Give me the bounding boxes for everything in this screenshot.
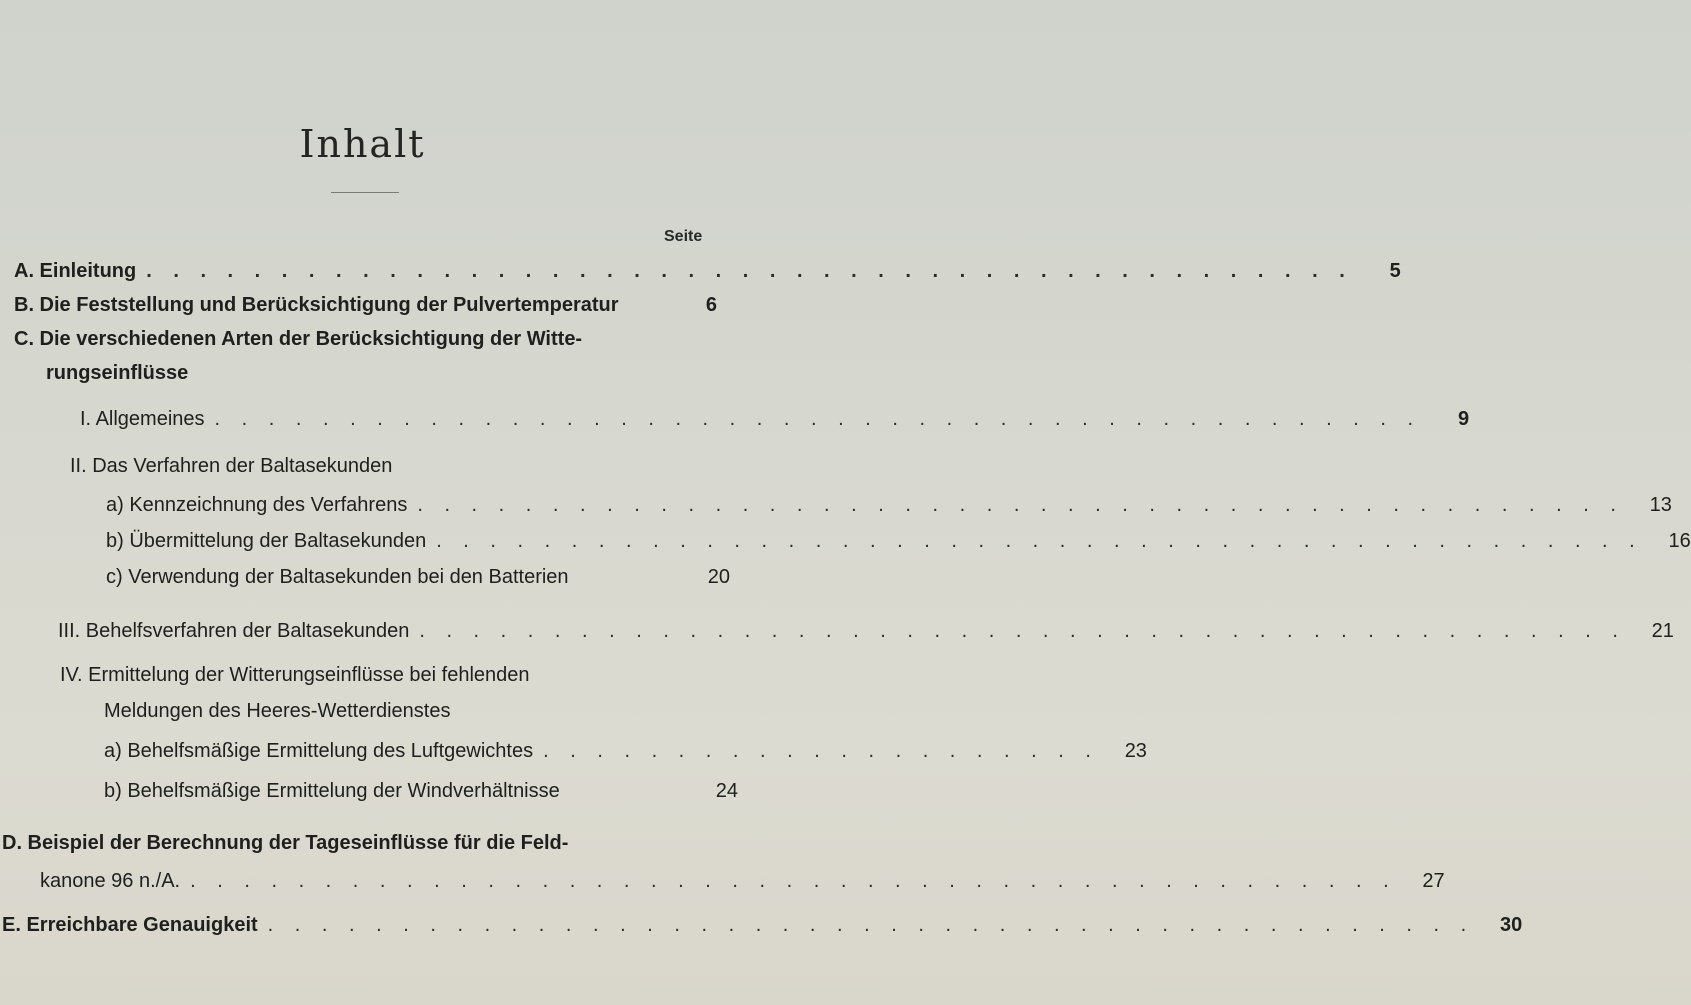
toc-entry-label: E. Erreichbare Genauigkeit — [2, 914, 258, 936]
toc-entry-page: 16 — [1668, 530, 1691, 552]
toc-entry-c-line2[interactable]: rungseinflüsse — [46, 362, 189, 384]
toc-entry-label: b) Behelfsmäßige Ermittelung der Windverhältnisse — [104, 780, 560, 802]
dot-leader: . . . . . . . . . . . . . . . . . . . . . . . . . . . . . . . . . . . . . . . . . . . . . — [267, 914, 1475, 936]
toc-entry-page: 6 — [705, 294, 717, 316]
toc-entry-page: 23 — [1124, 740, 1147, 762]
toc-entry-c-ii-a[interactable] — [106, 494, 1672, 517]
dot-leader: . . . . . . . . . . . . . . . . . . . . . . . . . . . . . . . . . . . . . . . . . . . . . — [146, 260, 1353, 282]
toc-entry-e[interactable] — [2, 914, 1523, 937]
toc-entry-d-line2[interactable] — [40, 870, 1445, 893]
toc-entry-page: 27 — [1422, 870, 1445, 892]
toc-entry-c-ii-b[interactable] — [106, 530, 1691, 553]
toc-entry-page: 20 — [707, 566, 730, 588]
toc-entry-c-iv-line2[interactable]: Meldungen des Heeres-Wetterdienstes — [104, 700, 451, 722]
page-title: Inhalt — [299, 122, 426, 166]
toc-entry-label: b) Übermittelung der Baltasekunden — [106, 530, 427, 552]
toc-entry-d-line1[interactable]: D. Beispiel der Berechnung der Tageseinflüsse für die Feld- — [2, 832, 569, 854]
dot-leader: . . . . . . . . . . . . . . . . . . . . . . . . . . . . . . . . . . . . . . . . . . . . . — [417, 494, 1624, 516]
dot-leader: . . . . . . . . . . . . . . . . . . . . . . . . . . . . . . . . . . . . . . . . . . . . . — [419, 620, 1626, 642]
toc-entry-c-line1[interactable]: C. Die verschiedenen Arten der Berücksichtigung der Witte- — [14, 328, 583, 350]
toc-entry-page: 13 — [1649, 494, 1672, 516]
toc-entry-c-iv-a[interactable] — [104, 740, 1147, 763]
toc-entry-label: III. Behelfsverfahren der Baltasekunden — [58, 620, 410, 642]
dot-leader: . . . . . . . . . . . . . . . . . . . . . . . . . . . . . . . . . . . . . . . . . . . . . — [214, 408, 1422, 430]
toc-entry-label: kanone 96 n./A. — [40, 870, 181, 892]
toc-entry-label: a) Kennzeichnung des Verfahrens — [106, 494, 408, 516]
toc-entry-b[interactable] — [14, 294, 717, 317]
dot-leader: . . . . . . . . . . . . . . . . . . . . . . . . . . . . . . . . . . . . . . . . . . . . . — [436, 530, 1643, 552]
toc-entry-c-ii[interactable]: II. Das Verfahren der Baltasekunden — [70, 455, 393, 477]
toc-entry-c-iv-line1[interactable]: IV. Ermittelung der Witterungseinflüsse bei fehlenden — [60, 664, 530, 686]
toc-entry-label: A. Einleitung — [14, 260, 137, 282]
toc-entry-label: c) Verwendung der Baltasekunden bei den Batterien — [106, 566, 569, 588]
dot-leader: . . . . . . . . . . . . . . . . . . . . . . . . . . . . . . . . . . . . . . . . . . . . . — [190, 870, 1397, 892]
toc-entry-label: a) Behelfsmäßige Ermittelung des Luftgewichtes — [104, 740, 534, 762]
toc-entry-page: 30 — [1499, 914, 1523, 936]
toc-entry-c-iv-b[interactable] — [104, 780, 738, 803]
toc-entry-page: 24 — [715, 780, 738, 802]
toc-entry-c-iii[interactable] — [58, 620, 1674, 643]
dot-leader: . . . . . . . . . . . . . . . . . . . . . — [543, 740, 1099, 762]
toc-entry-label: B. Die Feststellung und Berücksichtigung der Pulvertemperatur — [14, 294, 619, 316]
toc-entry-page: 9 — [1457, 408, 1470, 430]
page-column-header: Seite — [664, 228, 703, 245]
toc-entry-a[interactable] — [14, 260, 1401, 283]
title-divider — [331, 192, 399, 193]
toc-entry-page: 21 — [1651, 620, 1674, 642]
toc-entry-page: 5 — [1389, 260, 1401, 282]
toc-entry-c-i[interactable] — [80, 408, 1470, 431]
toc-entry-label: I. Allgemeines — [80, 408, 205, 430]
toc-entry-c-ii-c[interactable] — [106, 566, 730, 589]
